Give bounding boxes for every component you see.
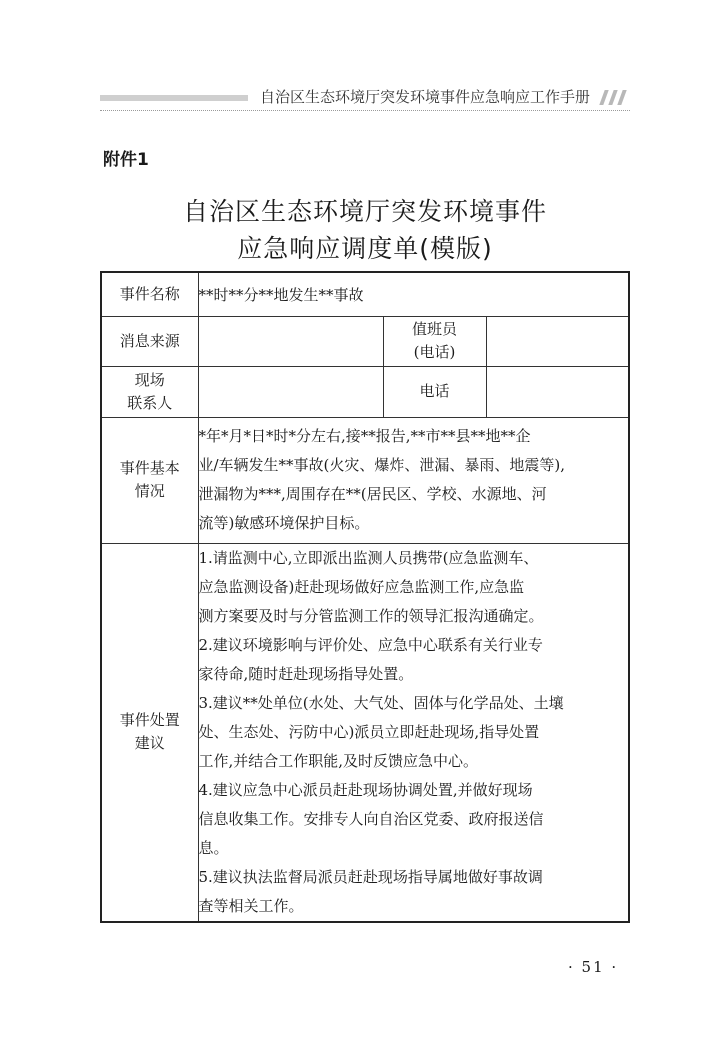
advice-line: 4.建议应急中心派员赶赴现场协调处置,并做好现场 <box>198 780 533 799</box>
contact-label-line1: 现场 <box>134 370 165 389</box>
attachment-label: 附件1 <box>103 150 149 170</box>
handling-advice-label <box>101 543 198 922</box>
basic-label-line2: 情况 <box>134 482 165 500</box>
duty-officer-value[interactable] <box>486 316 629 366</box>
basic-situation-text[interactable] <box>198 417 629 543</box>
basic-situation-label <box>101 417 198 543</box>
contact-value[interactable] <box>198 366 383 417</box>
basic-line: 业/车辆发生**事故(火灾、爆炸、泄漏、暴雨、地震等), <box>198 456 566 474</box>
advice-line: 测方案要及时与分管监测工作的领导汇报沟通确定。 <box>198 606 544 625</box>
advice-label-line2: 建议 <box>134 734 165 752</box>
header-slash-decoration <box>596 90 628 106</box>
advice-line: 处、生态处、污防中心)派员立即赶赴现场,指导处置 <box>198 722 540 741</box>
row-basic-situation <box>101 417 629 543</box>
row-contact <box>101 366 629 417</box>
duty-label-line1: 值班员 <box>411 320 457 338</box>
basic-line: 泄漏物为***,周围存在**(居民区、学校、水源地、河 <box>198 485 547 503</box>
advice-line: 家待命,随时赶赴现场指导处置。 <box>198 664 414 683</box>
advice-line: 工作,并结合工作职能,及时反馈应急中心。 <box>198 751 479 770</box>
phone-value[interactable] <box>486 366 629 417</box>
row-source <box>101 316 629 366</box>
event-name-label: 事件名称 <box>101 272 198 316</box>
header-grey-bar <box>100 95 248 101</box>
running-header-title: 自治区生态环境厅突发环境事件应急响应工作手册 <box>259 88 590 106</box>
advice-line: 信息收集工作。安排专人向自治区党委、政府报送信 <box>198 809 544 828</box>
advice-label-line1: 事件处置 <box>119 711 180 729</box>
advice-line: 2.建议环境影响与评价处、应急中心联系有关行业专 <box>198 635 543 654</box>
advice-line: 3.建议**处单位(水处、大气处、固体与化学品处、土壤 <box>198 693 564 712</box>
phone-label: 电话 <box>383 366 486 417</box>
handling-advice-text[interactable] <box>198 543 629 922</box>
advice-line: 查等相关工作。 <box>198 896 304 915</box>
basic-line: 流等)敏感环境保护目标。 <box>198 514 370 532</box>
page-number: · 51 · <box>568 958 619 976</box>
header-dotted-rule <box>100 110 630 111</box>
document-title-line2: 应急响应调度单(模版) <box>237 234 493 263</box>
basic-label-line1: 事件基本 <box>119 459 180 477</box>
source-value[interactable] <box>198 316 383 366</box>
running-header <box>100 86 630 108</box>
contact-label-line2: 联系人 <box>127 393 173 412</box>
document-title-line1: 自治区生态环境厅突发环境事件 <box>182 197 547 226</box>
contact-label <box>101 366 198 417</box>
source-label: 消息来源 <box>101 316 198 366</box>
event-name-value[interactable]: **时**分**地发生**事故 <box>198 272 629 316</box>
duty-officer-label <box>383 316 486 366</box>
advice-line: 应急监测设备)赶赴现场做好应急监测工作,应急监 <box>198 577 525 596</box>
dispatch-form-table <box>100 271 630 923</box>
row-handling-advice <box>101 543 629 922</box>
advice-line: 5.建议执法监督局派员赶赴现场指导属地做好事故调 <box>198 867 543 886</box>
basic-line: *年*月*日*时*分左右,接**报告,**市**县**地**企 <box>198 427 531 445</box>
row-event-name <box>101 272 629 316</box>
advice-line: 1.请监测中心,立即派出监测人员携带(应急监测车、 <box>198 548 539 567</box>
duty-label-line2: (电话) <box>413 343 456 361</box>
advice-line: 息。 <box>198 838 229 857</box>
